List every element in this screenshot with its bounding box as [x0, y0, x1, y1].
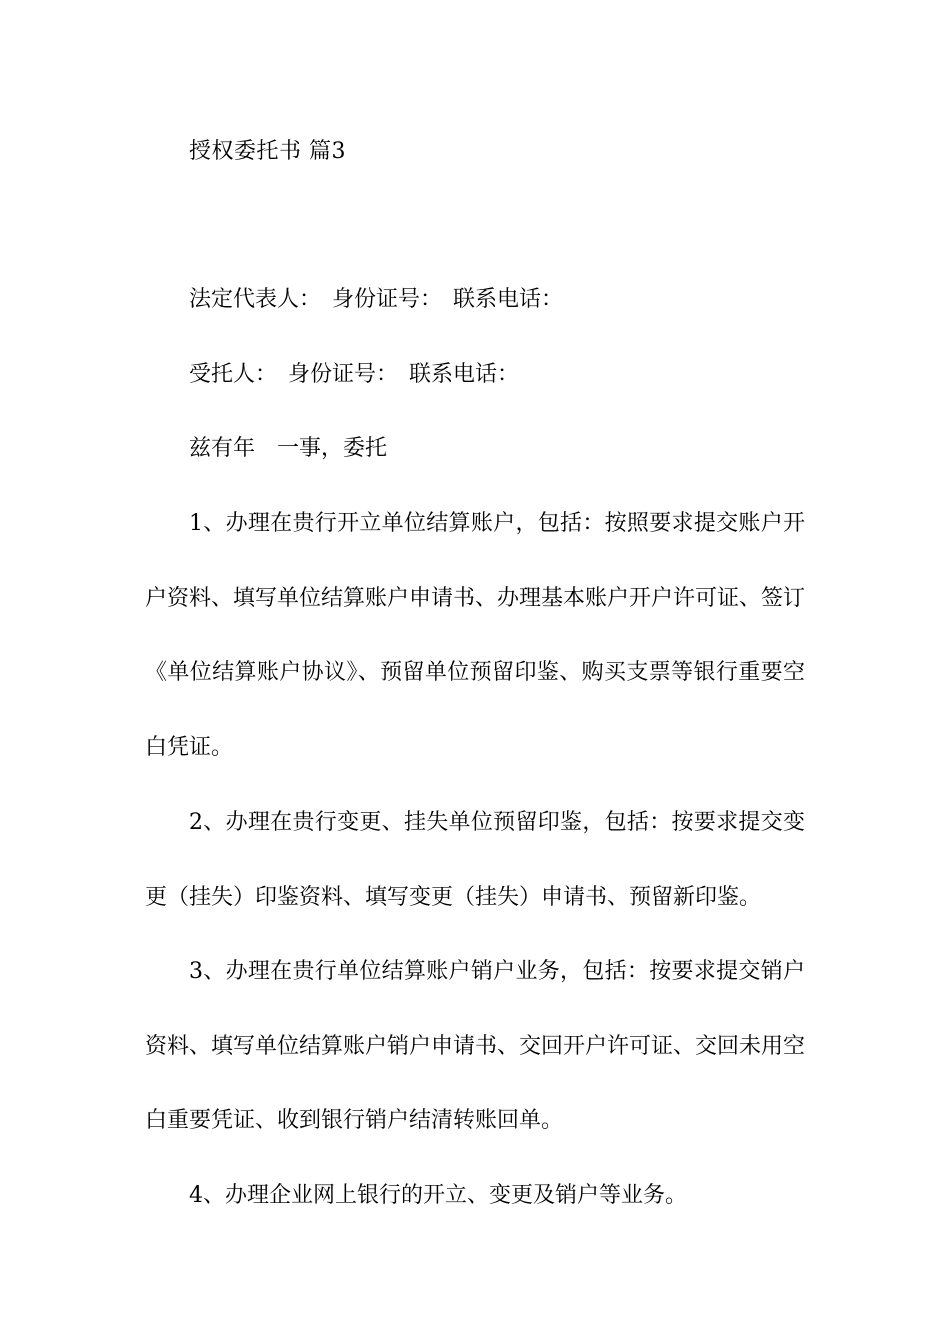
item-paragraph-2: 2、办理在贵行变更、挂失单位预留印鉴，包括：按要求提交变更（挂失）印鉴资料、填写变更（挂失）申请书、预留新印鉴。 — [145, 810, 805, 910]
legal-representative-line: 法定代表人： 身份证号： 联系电话： — [189, 287, 564, 312]
item-paragraph-3: 3、办理在贵行单位结算账户销户业务，包括：按要求提交销户资料、填写单位结算账户销户申请书、交回开户许可证、交回未用空白重要凭证、收到银行销户结清转账回单。 — [145, 959, 806, 1133]
item-paragraph-1: 1、办理在贵行开立单位结算账户，包括：按照要求提交账户开户资料、填写单位结算账户申请书、办理基本账户开户许可证、签订《单位结算账户协议》、预留单位预留印鉴、购买支票等银行重要空白凭证。 — [145, 511, 806, 760]
document-title: 授权委托书 篇3 — [189, 139, 346, 164]
item-paragraph-4: 4、办理企业网上银行的开立、变更及销户等业务。 — [189, 1183, 687, 1208]
agent-line: 受托人： 身份证号： 联系电话： — [189, 362, 520, 387]
entrust-line: 兹有年 一事，委托 — [189, 436, 388, 461]
